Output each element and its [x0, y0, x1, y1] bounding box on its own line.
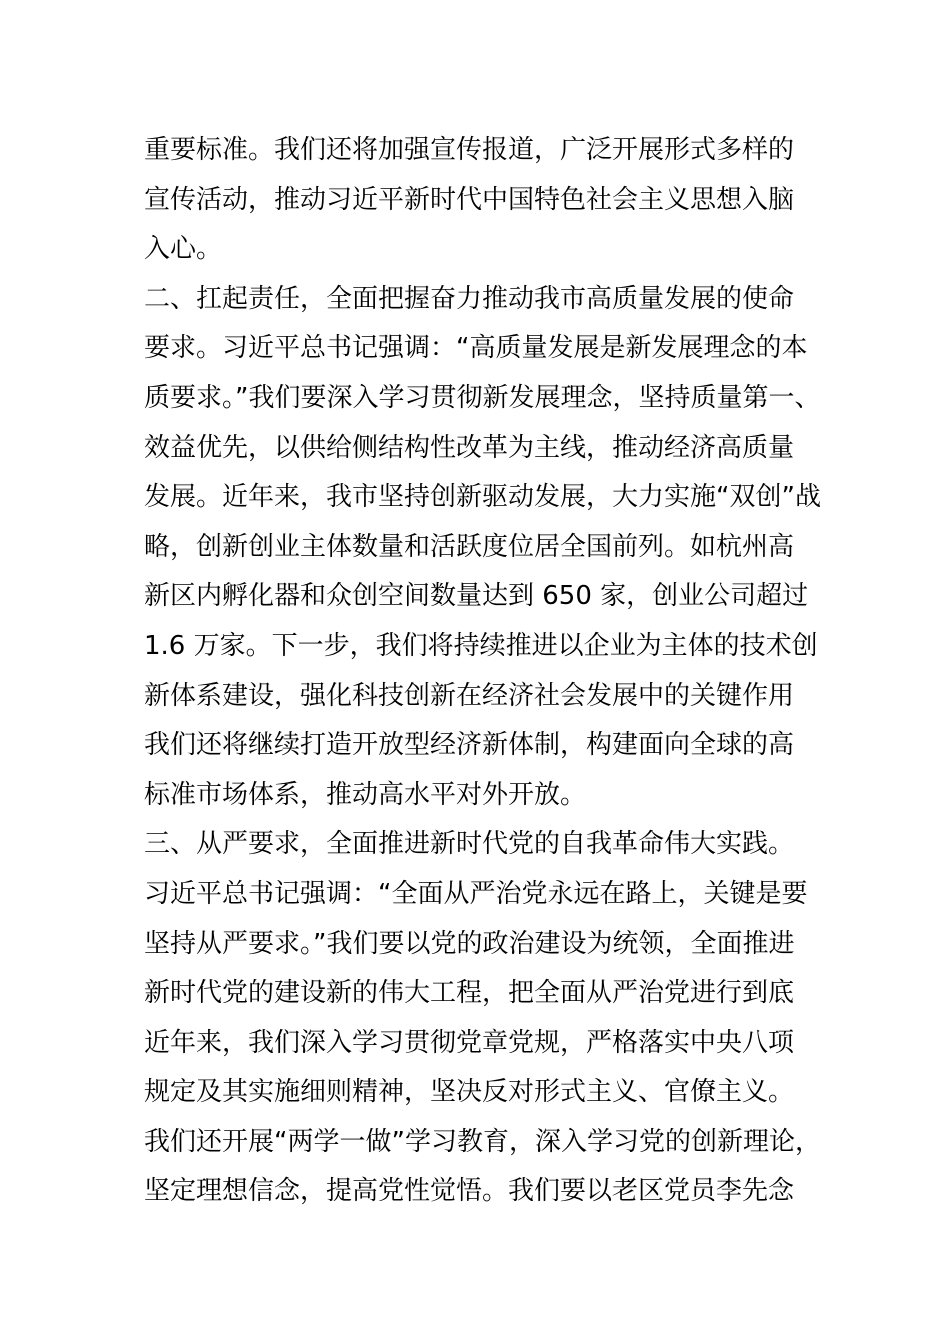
text-line: 习近平总书记强调：“全面从严治党永远在路上，关键是要: [144, 878, 808, 909]
text-line: 略，创新创业主体数量和活跃度位居全国前列。如杭州高: [144, 531, 795, 562]
text-line: 新区内孵化器和众创空间数量达到 650 家，创业公司超过: [144, 581, 809, 612]
text-line: 我们还将继续打造开放型经济新体制，构建面向全球的高: [144, 730, 795, 761]
text-line: 效益优先，以供给侧结构性改革为主线，推动经济高质量: [144, 432, 795, 463]
document-body: [144, 126, 821, 1217]
text-line: 近年来，我们深入学习贯彻党章党规，严格落实中央八项: [144, 1027, 795, 1058]
text-line: 重要标准。我们还将加强宣传报道，广泛开展形式多样的: [144, 135, 795, 165]
text-line: 规定及其实施细则精神，坚决反对形式主义、官僚主义。: [144, 1077, 795, 1108]
text-line: 新体系建设，强化科技创新在经济社会发展中的关键作用: [144, 680, 795, 711]
text-line: 坚持从严要求。”我们要以党的政治建设为统领，全面推进: [144, 928, 795, 959]
text-line: 坚定理想信念，提高党性觉悟。我们要以老区党员李先念: [144, 1176, 795, 1207]
text-line: 质要求。”我们要深入学习贯彻新发展理念，坚持质量第一、: [144, 382, 821, 413]
text-line: 新时代党的建设新的伟大工程，把全面从严治党进行到底: [144, 978, 795, 1009]
text-line: 要求。习近平总书记强调：“高质量发展是新发展理念的本: [144, 333, 808, 364]
text-line: 我们还开展“两学一做”学习教育，深入学习党的创新理论，: [144, 1126, 821, 1157]
text-line: 入心。: [144, 234, 223, 265]
section-heading-line: 二、扛起责任，全面把握奋力推动我市高质量发展的使命: [144, 283, 795, 314]
text-line: 发展。近年来，我市坚持创新驱动发展，大力实施“双创”战: [144, 482, 821, 513]
text-line: 宣传活动，推动习近平新时代中国特色社会主义思想入脑: [144, 184, 795, 215]
section-heading-line: 三、从严要求，全面推进新时代党的自我革命伟大实践。: [144, 829, 795, 860]
text-line: 1.6 万家。下一步，我们将持续推进以企业为主体的技术创: [144, 630, 818, 661]
text-line: 标准市场体系，推动高水平对外开放。: [144, 779, 587, 810]
